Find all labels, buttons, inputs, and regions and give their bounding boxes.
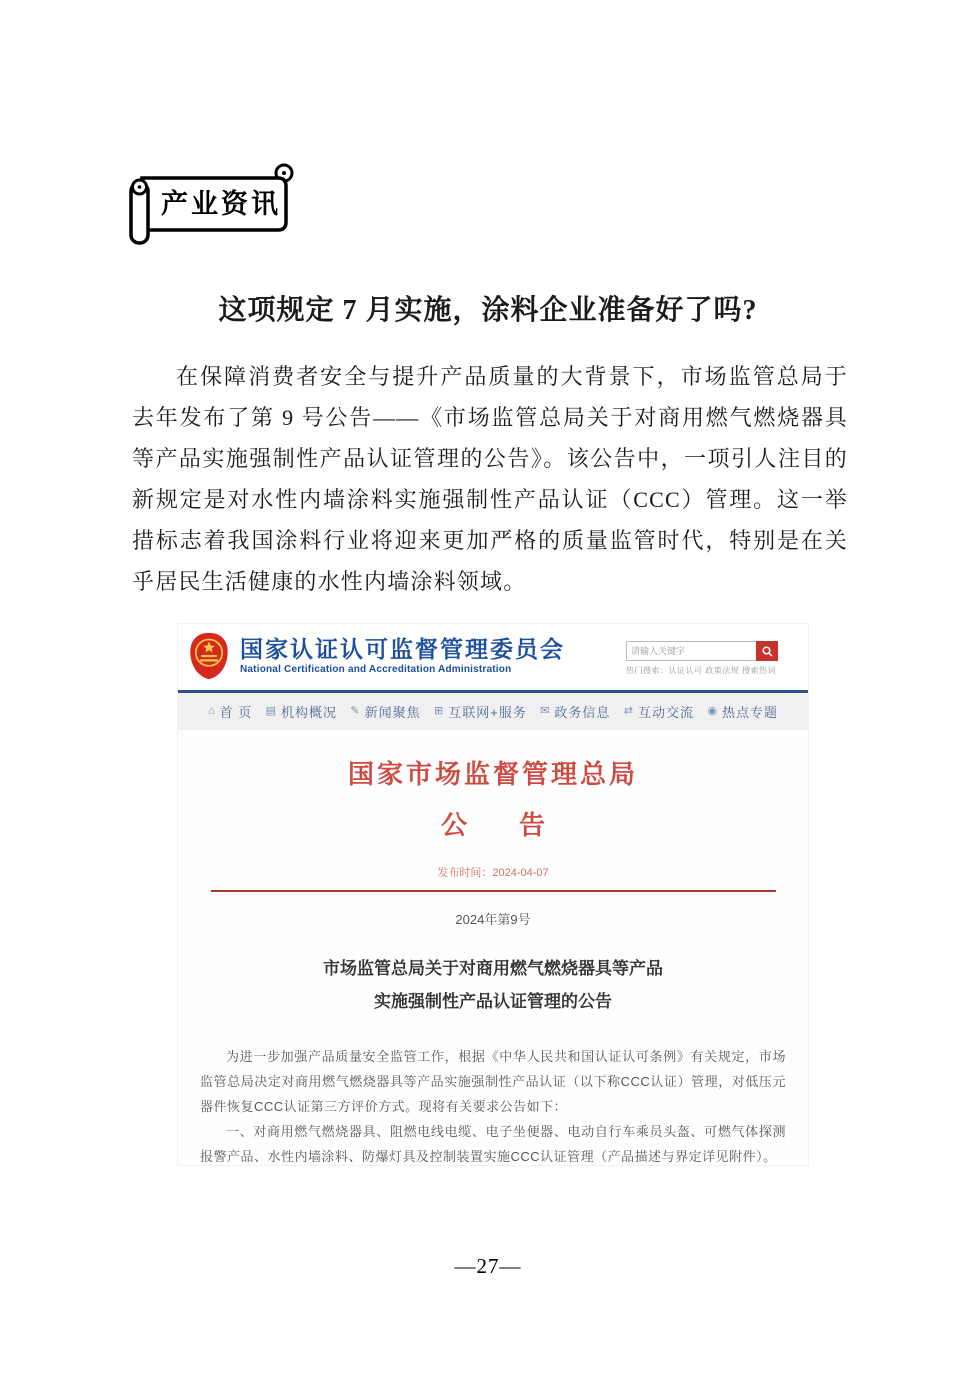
notice-title-line2: 实施强制性产品认证管理的公告 [374,992,612,1011]
website-screenshot [178,624,808,1165]
notice-doc-number: 2024年第9号 [455,912,531,927]
article-title: 这项规定 7 月实施，涂料企业准备好了吗? [218,295,758,326]
article-paragraph: 在保障消费者安全与提升产品质量的大背景下，市场监管总局于去年发布了第 9 号公告——《市场监管总局关于对商用燃气燃烧器具等产品实施强制性产品认证管理的公告》。该公告中，一项引人注目的新规定是对水性内墙涂料实施强制性产品认证（CCC）管理。这一举措标志着我国涂料行业将迎来更加严格的质量监管时代，特别是在关乎居民生活健康的水性内墙涂料领域。 [132,364,848,594]
search-icon [762,646,773,657]
section-banner [126,160,304,248]
notice-paragraph-2: 一、对商用燃气燃烧器具、阻燃电线电缆、电子坐便器、电动自行车乘员头盔、可燃气体探测报警产品、水性内墙涂料、防爆灯具及控制装置实施CCC认证管理（产品描述与界定详见附件）。 [200,1124,786,1164]
notice-title-line1: 市场监管总局关于对商用燃气燃烧器具等产品 [323,959,663,978]
notice-body [200,1044,786,1169]
organization-icon: ▤ [265,705,277,717]
site-name-cn: 国家认证认可监督管理委员会 [240,636,565,662]
site-name-en: National Certification and Accreditation Administration [240,664,512,675]
notice-title [178,952,808,1018]
nav-item-hot-topics[interactable]: ◉ 热点专题 [707,705,778,720]
interaction-icon: ⇄ [623,705,633,717]
notice-divider [211,890,776,892]
notice-agency: 国家市场监督管理总局 [347,759,638,789]
nav-item-internet-services[interactable]: ⊞ 互联网+服务 [434,705,527,720]
section-banner-label: 产业资讯 [161,189,281,219]
nav-item-organization[interactable]: ▤ 机构概况 [265,705,338,720]
nav-item-gov-info[interactable]: ✉ 政务信息 [540,705,611,720]
search-button[interactable] [756,641,778,661]
nav-item-interaction[interactable]: ⇄ 互动交流 [623,705,695,720]
search-hot-links[interactable]: 热门搜索：认证认可 政策法规 搜索热词 [626,666,776,675]
notice-doc-type: 公 告 [440,810,545,840]
notice-paragraph-1: 为进一步加强产品质量安全监管工作，根据《中华人民共和国认证认可条例》有关规定，市场监管总局决定对商用燃气燃烧器具等产品实施强制性产品认证（以下称CCC认证）管理，对低压元器件恢复CCC认证第三方评价方式。现将有关要求公告如下： [200,1049,786,1114]
gov-info-icon: ✉ [540,705,550,717]
page-number: —27— [454,1254,522,1278]
nav-item-home[interactable]: ⌂ 首 页 [208,705,253,720]
nav-item-news[interactable]: ✎ 新闻聚焦 [350,705,421,720]
hot-topics-icon: ◉ [707,705,717,717]
site-title-block [240,636,565,675]
notice-content [178,754,808,1169]
site-nav [178,693,808,730]
home-icon: ⌂ [208,705,215,717]
site-header [178,624,808,690]
notice-publish-time: 发布时间：2024-04-07 [437,867,549,879]
news-icon: ✎ [350,705,360,717]
internet-services-icon: ⊞ [434,705,444,717]
national-emblem-icon [187,631,231,681]
search-input[interactable] [626,641,756,661]
site-search [626,641,778,676]
